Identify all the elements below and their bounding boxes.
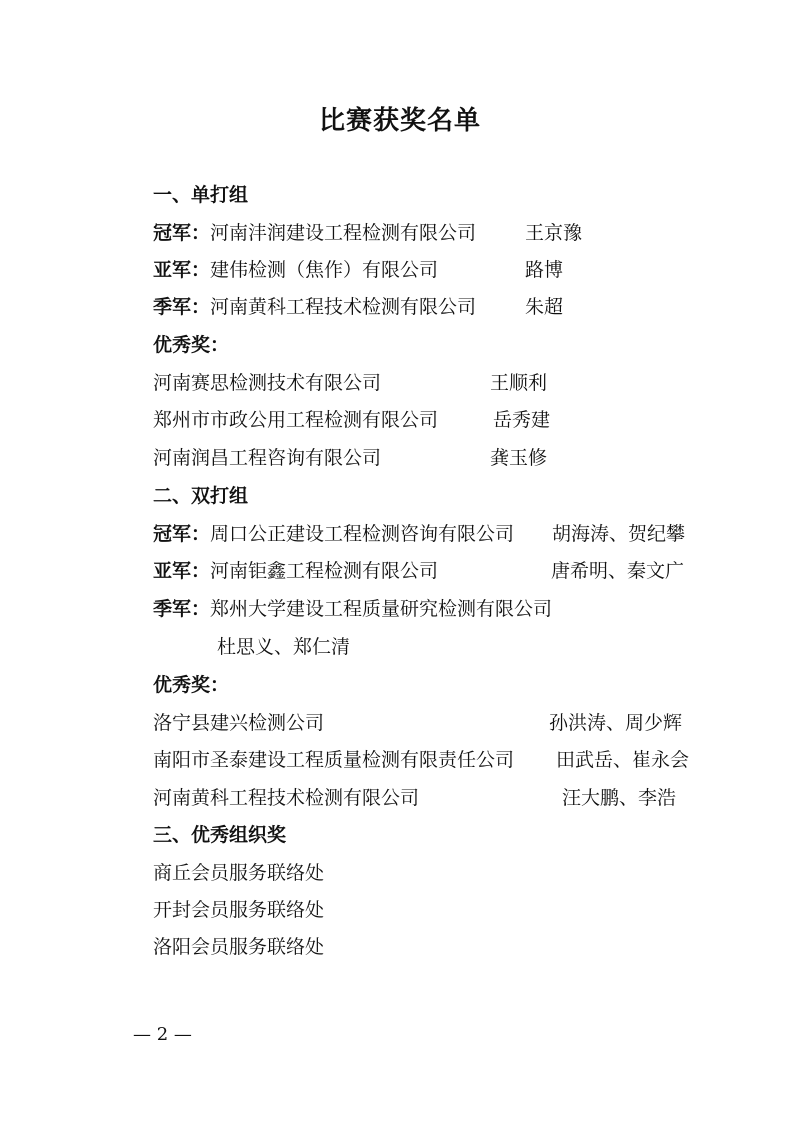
organization-item: 洛阳会员服务联络处 — [153, 936, 325, 958]
doubles-excellence-names: 田武岳、崔永会 — [556, 749, 690, 771]
doubles-heading: 二、双打组 — [153, 485, 249, 507]
doubles-third-names: 杜思义、郑仁清 — [217, 636, 351, 658]
singles-runner-up-label: 亚军： — [153, 259, 211, 281]
doubles-champion-label: 冠军： — [153, 523, 211, 545]
doubles-runner-up-names: 唐希明、秦文广 — [551, 560, 685, 582]
doubles-runner-up-row — [153, 554, 685, 588]
singles-runner-up-org: 建伟检测（焦作）有限公司 — [210, 259, 439, 281]
doubles-excellence-label: 优秀奖： — [153, 674, 230, 696]
singles-excellence-org: 郑州市市政公用工程检测有限公司 — [153, 409, 439, 431]
doubles-third-org: 郑州大学建设工程质量研究检测有限公司 — [210, 598, 553, 620]
doubles-excellence-org: 洛宁县建兴检测公司 — [153, 712, 325, 734]
singles-excellence-names: 岳秀建 — [493, 409, 551, 431]
page-title: 比赛获奖名单 — [318, 106, 481, 136]
singles-excellence-item — [153, 403, 551, 437]
page-number: — 2 — — [133, 1024, 192, 1045]
singles-excellence-org: 河南润昌工程咨询有限公司 — [153, 447, 382, 469]
singles-champion-row — [153, 216, 583, 250]
singles-excellence-names: 龚玉修 — [490, 447, 548, 469]
doubles-excellence-names: 孙洪涛、周少辉 — [549, 712, 683, 734]
singles-third-row — [153, 290, 564, 324]
singles-heading: 一、单打组 — [153, 184, 249, 206]
singles-runner-up-row — [153, 253, 564, 287]
doubles-champion-org: 周口公正建设工程检测咨询有限公司 — [210, 523, 515, 545]
doubles-excellence-names: 汪大鹏、李浩 — [562, 787, 677, 809]
doubles-runner-up-org: 河南钜鑫工程检测有限公司 — [210, 560, 439, 582]
doubles-third-row — [153, 592, 552, 626]
singles-third-org: 河南黄科工程技术检测有限公司 — [210, 296, 477, 318]
singles-third-label: 季军： — [153, 296, 211, 318]
singles-champion-org: 河南沣润建设工程检测有限公司 — [210, 222, 477, 244]
singles-excellence-names: 王顺利 — [490, 372, 548, 394]
doubles-excellence-item — [153, 706, 683, 740]
doubles-excellence-item — [153, 743, 690, 777]
doubles-champion-names: 胡海涛、贺纪攀 — [552, 523, 686, 545]
doubles-third-label: 季军： — [153, 598, 211, 620]
doubles-champion-row — [153, 517, 686, 551]
doubles-runner-up-label: 亚军： — [153, 560, 211, 582]
organization-heading: 三、优秀组织奖 — [153, 824, 287, 846]
singles-excellence-org: 河南赛思检测技术有限公司 — [153, 372, 382, 394]
singles-champion-label: 冠军： — [153, 222, 211, 244]
doubles-excellence-item — [153, 781, 677, 815]
doubles-excellence-org: 南阳市圣泰建设工程质量检测有限责任公司 — [153, 749, 515, 771]
singles-champion-names: 王京豫 — [525, 222, 583, 244]
singles-excellence-item — [153, 366, 548, 400]
singles-third-names: 朱超 — [525, 296, 564, 318]
doubles-excellence-org: 河南黄科工程技术检测有限公司 — [153, 787, 420, 809]
organization-item: 开封会员服务联络处 — [153, 899, 325, 921]
singles-excellence-label: 优秀奖： — [153, 334, 230, 356]
organization-item: 商丘会员服务联络处 — [153, 862, 325, 884]
singles-runner-up-names: 路博 — [525, 259, 564, 281]
singles-excellence-item — [153, 441, 548, 475]
